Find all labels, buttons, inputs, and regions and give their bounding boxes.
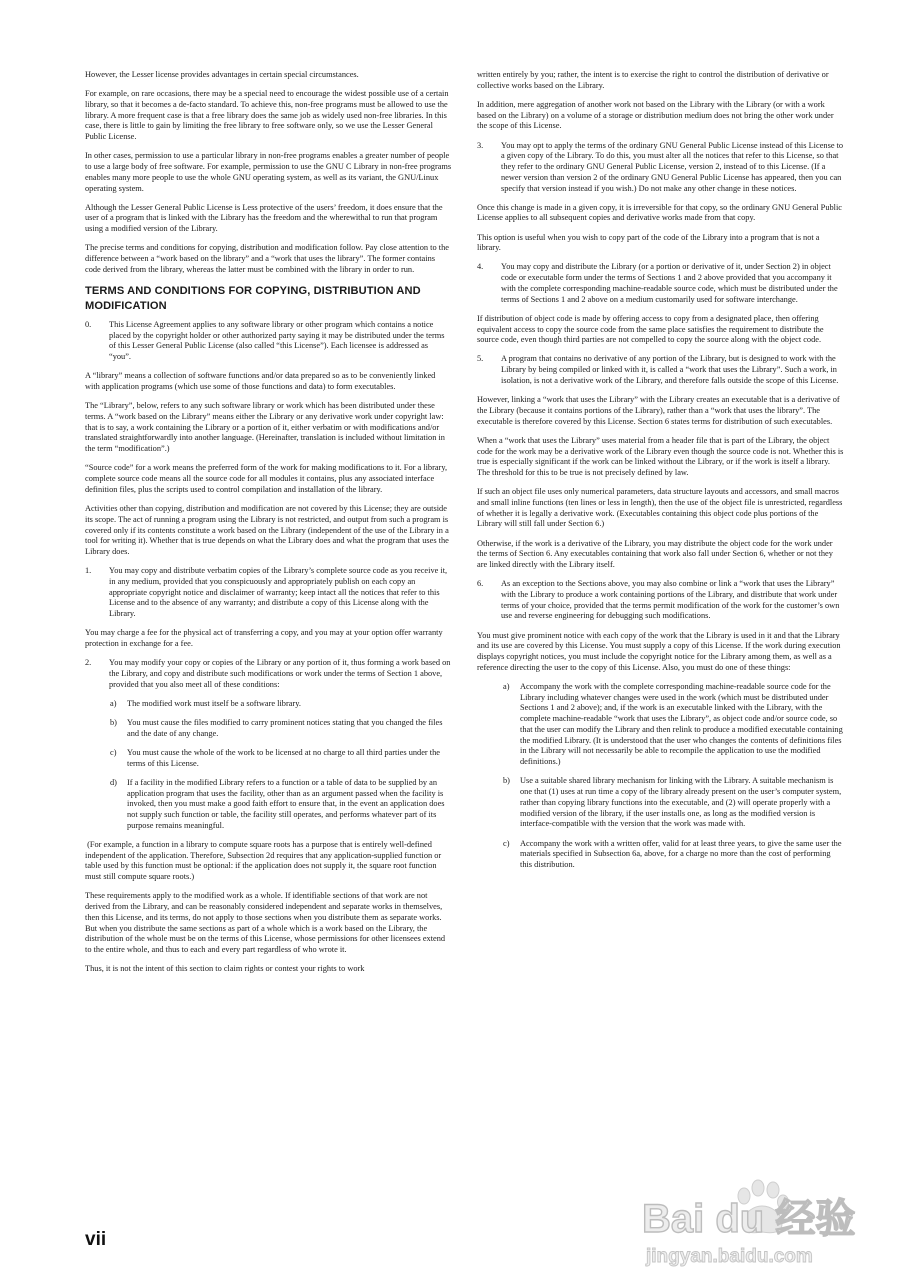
clause-text: You may copy and distribute the Library (or a portion or derivative of it, under Section 2) in object code or executable form under the terms of Sections 1 and 2 above provided that you accompany it with the complete corresponding machine-readable source code, which must be distributed under the terms of Sections 1 and 2 above on a medium customarily used for software interchange. [501,262,838,304]
subclause-2c [110,748,452,770]
subclause-text: If a facility in the modified Library refers to a function or a table of data to be supplied by an application program that uses the facility, other than as an argument passed when the facility is invoked, then you must make a good faith effort to ensure that, in the event an application does not supply such function or table, the facility still operates, and performs whatever part of its purpose remains meaningful. [127,777,445,830]
subclause-letter: a) [503,681,510,691]
clause-number: 1. [85,566,92,576]
baidu-jingyan-watermark [640,1162,880,1274]
paragraph: (For example, a function in a library to compute square roots has a purpose that is entirely well-defined independent of the application. Therefore, Subsection 2d requires that any application-supplied function or table used by this function must be optional: if the application does not supply it, the square root function must still compute square roots.) [85,839,444,882]
subclause-text: Accompany the work with the complete corresponding machine-readable source code for the Library including whatever changes were used in the work (which must be distributed under Sections 1 and 2 above); and, if the work is an executable linked with the Library, with the complete machine-readable “work that uses the Library”, as object code and/or source code, so that the user can modify the Library and then relink to produce a modified executable containing the modified Library. (It is understood that the user who changes the contents of definitions files in the Library will not necessarily be able to recompile the application to use the modified definitions.) [520,681,843,767]
subclause-2a [110,699,452,710]
paragraph: Once this change is made in a given copy, it is irreversible for that copy, so the ordinary GNU General Public License applies to all subsequent copies and derivative works made from that copy. [477,202,843,223]
clause-text: A program that contains no derivative of any portion of the Library, but is designed to work with the Library by being compiled or linked with it, is called a “work that uses the Library”. Such a work, in isolation, is not a derivative work of the Library, and therefore falls outside the scope of this License. [501,354,839,385]
paragraph: In other cases, permission to use a particular library in non-free programs enables a greater number of people to use a large body of free software. For example, permission to use the GNU C Library in non-free programs enables many more people to use the whole GNU operating system, as well as its variant, the GNU/Linux operating system. [85,151,452,193]
paragraph: “Source code” for a work means the preferred form of the work for making modifications to it. For a library, complete source code means all the source code for all modules it contains, plus any associated interface definition files, plus the scripts used to control compilation and installation of the library. [85,463,448,494]
subclause-letter: a) [110,698,117,708]
clause-number: 0. [85,319,92,329]
clause-5 [477,354,844,386]
clause-number: 5. [477,354,484,364]
paragraph: Although the Lesser General Public License is Less protective of the users’ freedom, it does ensure that the user of a program that is linked with the Library has the freedom and the wherewithal to run that program using a modified version of the Library. [85,202,443,234]
paragraph: You must give prominent notice with each copy of the work that the Library is used in it and that the Library and its use are covered by this License. You must supply a copy of this License. If the work during execution displays copyright notices, you must include the copyright notice for the Library among them, as well as a reference directing the user to the copy of this License. Also, you must do one of these things: [477,630,841,672]
watermark-brand: Bai du 经验 [642,1197,856,1241]
clause-text: As an exception to the Sections above, you may also combine or link a “work that uses the Library” with the Library to produce a work containing portions of the Library, and distribute that work under terms of your choice, provided that the terms permit modification of the work for the customer’s own use and reverse engineering for debugging such modifications. [501,579,840,621]
subclause-text: Use a suitable shared library mechanism for linking with the Library. A suitable mechanism is one that (1) uses at run time a copy of the library already present on the user’s computer system, rather than copying library functions into the executable, and (2) will operate properly with a modified version of the library, if the user installs one, as long as the modified version is interface-compatible with the version that the work was made with. [520,776,842,829]
subclause-2b [110,718,452,740]
clause-text: This License Agreement applies to any software library or other program which contains a notice placed by the copyright holder or other authorized party saying it may be distributed under the terms of this Lesser General Public License (also called “this License”). Each licensee is addressed as “you”. [109,319,445,362]
clause-2 [85,658,452,690]
watermark-url: jingyan.baidu.com [646,1246,813,1267]
clause-4 [477,262,844,305]
paragraph: You may charge a fee for the physical act of transferring a copy, and you may at your option offer warranty protection in exchange for a fee. [85,628,443,649]
subclause-text: Accompany the work with a written offer, valid for at least three years, to give the same user the materials specified in Subsection 6a, above, for a charge no more than the cost of performing this distribution. [520,838,842,869]
clause-3 [477,141,844,195]
left-column [85,70,452,983]
subclause-letter: c) [110,747,117,757]
paragraph: A “library” means a collection of software functions and/or data prepared so as to be conveniently linked with application programs (which use some of those functions and data) to form executables. [85,371,436,392]
paragraph: However, the Lesser license provides advantages in certain special circumstances. [85,70,359,79]
subclause-text: You must cause the files modified to carry prominent notices stating that you changed the files and the date of any change. [127,717,443,738]
paragraph: Activities other than copying, distribution and modification are not covered by this License; they are outside its scope. The act of running a program using the Library is not restricted, and output from such a program is covered only if its contents constitute a work based on the Library (independent of the use of the Library in a tool for writing it). Whether that is true depends on what the Library does and what the program that uses the Library does. [85,504,449,557]
subclause-text: You must cause the whole of the work to be licensed at no charge to all third parties under the terms of this License. [127,747,440,768]
subclause-6a [503,682,844,768]
paragraph: However, linking a “work that uses the Library” with the Library creates an executable that is a derivative of the Library (because it contains portions of the Library), rather than a “work that uses the library”. The executable is therefore covered by this License. Section 6 states terms for distribution of such executables. [477,395,840,426]
subclause-text: The modified work must itself be a software library. [127,698,301,708]
page-number: vii [85,1229,107,1250]
section-heading: TERMS AND CONDITIONS FOR COPYING, DISTRIBUTION AND MODIFICATION [85,284,421,312]
paragraph: If distribution of object code is made by offering access to copy from a designated place, then offering equivalent access to copy the source code from the same place satisfies the requirement to distribute the source code, even though third parties are not compelled to copy the source along with the object code. [477,313,824,345]
paragraph: Thus, it is not the intent of this section to claim rights or contest your rights to work [85,964,365,974]
clause-number: 3. [477,140,484,150]
subclause-letter: b) [503,776,510,786]
clause-text: You may copy and distribute verbatim copies of the Library’s complete source code as you receive it, in any medium, provided that you conspicuously and appropriately publish on each copy an appropriate copyright notice and disclaimer of warranty; keep intact all the notices that refer to this License and to the absence of any warranty; and distribute a copy of this License along with the Library. [109,566,448,619]
clause-number: 4. [477,262,484,272]
subclause-letter: d) [110,777,117,787]
clause-0 [85,320,452,363]
paragraph: written entirely by you; rather, the intent is to exercise the right to control the distribution of derivative or collective works based on the Library. [477,70,829,90]
paragraph: If such an object file uses only numerical parameters, data structure layouts and accessors, and small macros and small inline functions (ten lines or less in length), then the use of the object file is unrestricted, regardless of whether it is legally a derivative work. (Executables containing this object code plus portions of the Library will still fall under Section 6.) [477,487,843,529]
paragraph: For example, on rare occasions, there may be a special need to encourage the widest possible use of a certain library, so that it becomes a de-facto standard. To achieve this, non-free programs must be allowed to use the library. A more frequent case is that a free library does the same job as widely used non-free libraries. In this case, there is little to gain by limiting the free library to free software only, so we use the Lesser General Public License. [85,89,449,142]
subclause-letter: c) [503,838,510,848]
paragraph: The “Library”, below, refers to any such software library or work which has been distributed under these terms. A “work based on the Library” means either the Library or any derivative work under copyright law: that is to say, a work containing the Library or a portion of it, either verbatim or with modifications and/or translated straightforwardly into another language. (Hereinafter, translation is included without limitation in the term “modification”.) [85,401,445,454]
clause-text: You may opt to apply the terms of the ordinary GNU General Public License instead of this License to a given copy of the Library. To do this, you must alter all the notices that refer to this License, so that they refer to the ordinary GNU General Public License, version 2, instead of to this License. (If a newer version than version 2 of the ordinary GNU General Public License has appeared, then you can specify that version instead if you wish.) Do not make any other change in these notices. [501,140,844,193]
paragraph: These requirements apply to the modified work as a whole. If identifiable sections of that work are not derived from the Library, and can be reasonably considered independent and separate works in themselves, then this License, and its terms, do not apply to those sections when you distribute them as separate works. But when you distribute the same sections as part of a whole which is a work based on the Library, the distribution of the whole must be on the terms of this License, whose permissions for other licensees extend to the entire whole, and thus to each and every part regardless of who wrote it. [85,891,446,955]
clause-1 [85,566,452,620]
clause-text: You may modify your copy or copies of the Library or any portion of it, thus forming a work based on the Library, and copy and distribute such modifications or work under the terms of Section 1 above, provided that you also meet all of these conditions: [109,658,451,689]
subclause-6c [503,839,844,871]
subclause-letter: b) [110,717,117,727]
clause-number: 2. [85,658,92,668]
paragraph: The precise terms and conditions for copying, distribution and modification follow. Pay close attention to the difference between a “work based on the library” and a “work that uses the library”. The former contains code derived from the library, whereas the latter must be combined with the library in order to run. [85,243,449,274]
clause-number: 6. [477,579,484,589]
right-column [477,70,844,879]
clause-6 [477,579,844,622]
paragraph: This option is useful when you wish to copy part of the code of the Library into a program that is not a library. [477,232,820,253]
subclause-2d [110,778,452,832]
paragraph: When a “work that uses the Library” uses material from a header file that is part of the Library, the object code for the work may be a derivative work of the Library even though the source code is not. Whether this is true is especially significant if the work can be linked without the Library, or if the work is itself a library. The threshold for this to be true is not precisely defined by law. [477,435,844,478]
subclause-6b [503,776,844,830]
paragraph: In addition, mere aggregation of another work not based on the Library with the Library (or with a work based on the Library) on a volume of a storage or distribution medium does not bring the other work under the scope of this License. [477,99,834,131]
paragraph: Otherwise, if the work is a derivative of the Library, you may distribute the object code for the work under the terms of Section 6. Any executables containing that work also fall under Section 6, whether or not they are linked directly with the Library itself. [477,538,833,570]
